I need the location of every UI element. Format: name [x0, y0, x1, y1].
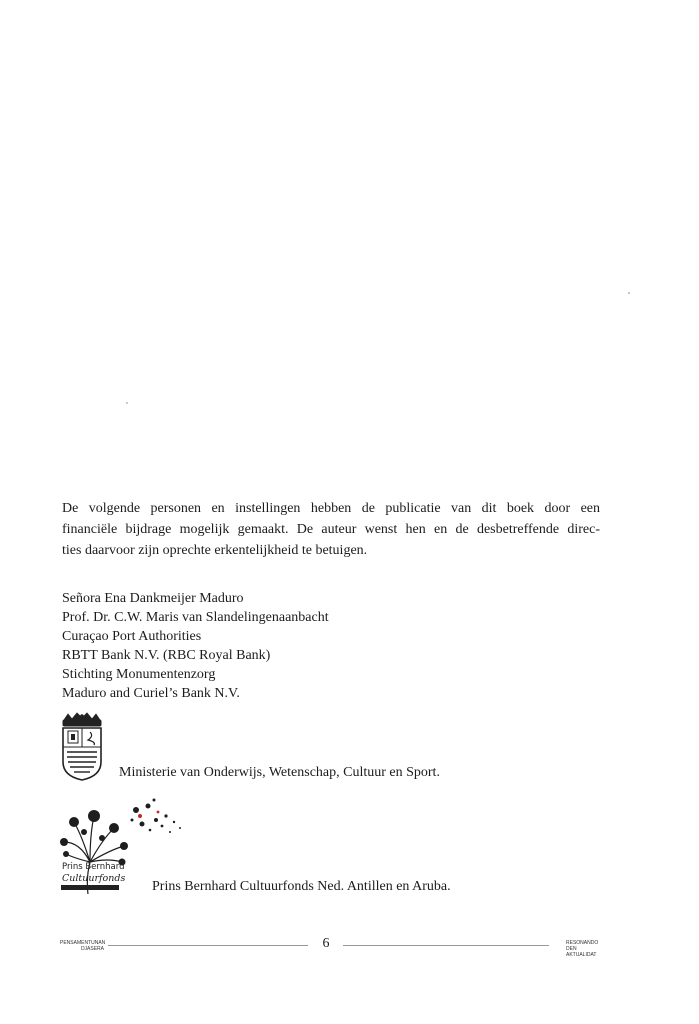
sponsor-item: Maduro and Curiel’s Bank N.V. — [62, 686, 240, 701]
footer-right-line: RESONANDO DEN — [566, 940, 599, 952]
intro-paragraph — [62, 498, 600, 561]
footer-left-label — [60, 940, 104, 952]
sponsor-item: RBTT Bank N.V. (RBC Royal Bank) — [62, 648, 271, 663]
ministry-name: Ministerie van Onderwijs, Wetenschap, Cultuur en Sport. — [119, 765, 440, 780]
fund-logo-bar — [61, 885, 119, 890]
intro-line: ties daarvoor zijn oprechte erkentelijkheid te betuigen. — [62, 543, 368, 558]
paper-speck — [628, 292, 630, 294]
footer-left-line: PENSAMENTUNAN — [60, 940, 106, 946]
page-number: 6 — [322, 936, 330, 951]
fund-logo-text: Prins Bernhard — [62, 862, 125, 872]
sponsor-list — [62, 589, 329, 703]
sponsor-item: Stichting Monumentenzorg — [62, 667, 216, 682]
footer-rule — [343, 945, 549, 946]
footer-rule — [108, 945, 308, 946]
coat-of-arms-icon — [58, 712, 106, 782]
footer-left-line: DJASERA — [80, 946, 104, 952]
footer-right-label — [566, 940, 610, 958]
intro-line: De volgende personen en instellingen hebben de publicatie van dit boek door een — [62, 501, 600, 516]
sponsor-item: Curaçao Port Authorities — [62, 629, 202, 644]
fund-name: Prins Bernhard Cultuurfonds Ned. Antillen en Aruba. — [152, 879, 451, 894]
sponsor-item: Prof. Dr. C.W. Maris van Slandelingenaanbacht — [62, 610, 329, 625]
footer-right-line: AKTUALIDAT — [566, 952, 597, 958]
intro-line: financiële bijdrage mogelijk gemaakt. De auteur wenst hen en de desbetreffende direc- — [62, 522, 600, 537]
sponsor-item: Señora Ena Dankmeijer Maduro — [62, 591, 244, 606]
paper-speck — [126, 402, 128, 404]
fund-logo-text: Cultuurfonds — [62, 873, 126, 884]
